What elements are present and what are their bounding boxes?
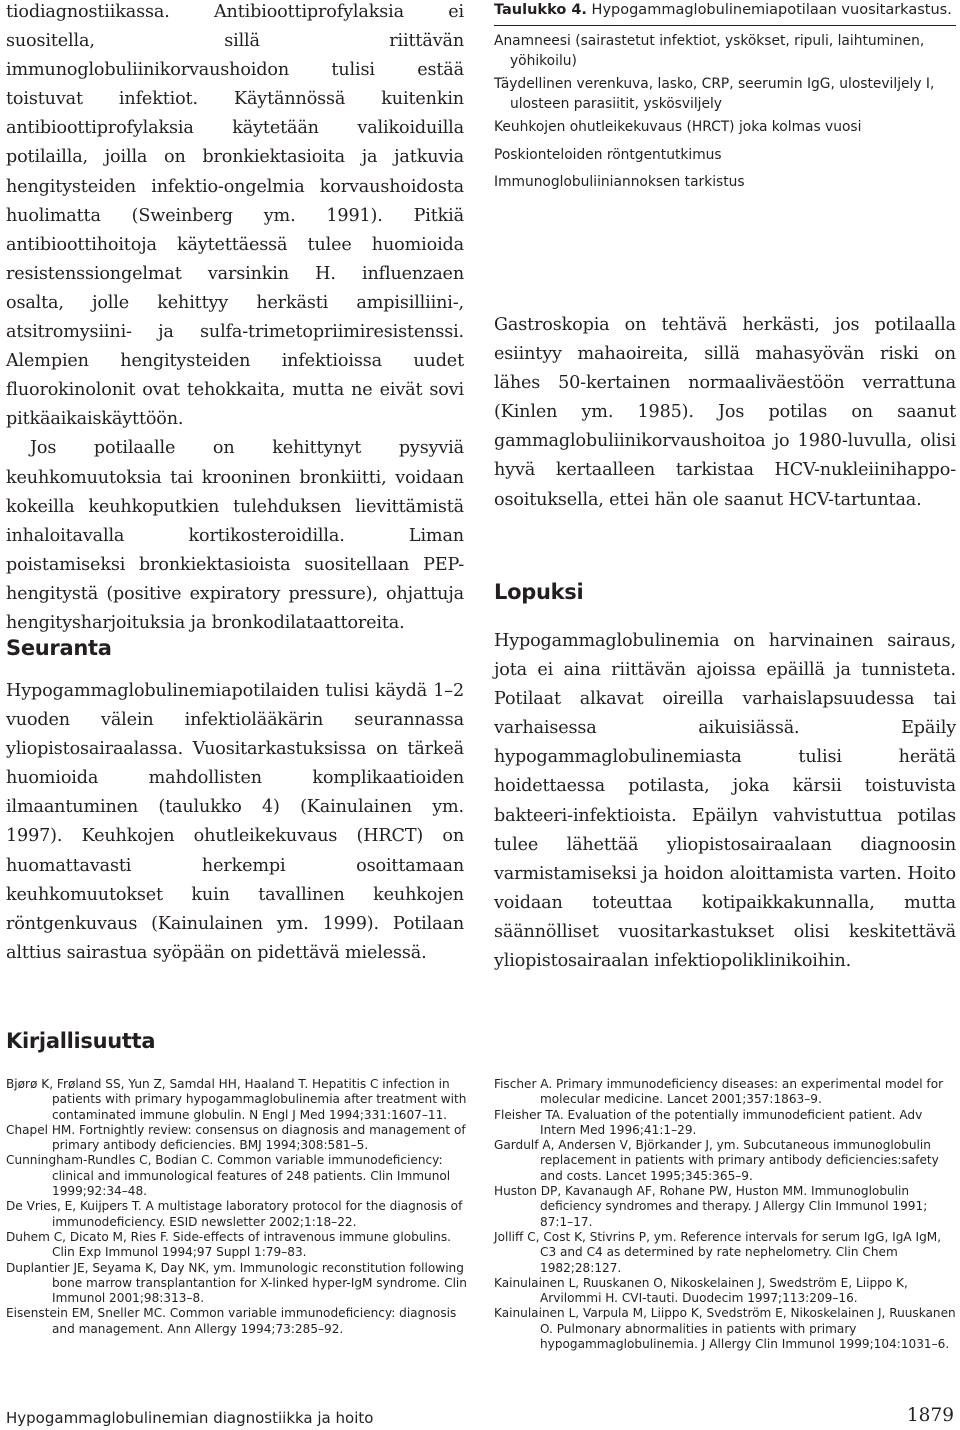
table-row: Keuhkojen ohutleikekuvaus (HRCT) joka kolmas vuosi: [494, 119, 862, 135]
table-label: Taulukko 4.: [494, 2, 587, 18]
references-left-column: [6, 1077, 468, 1337]
right-column-text: [494, 311, 956, 515]
table-row: Anamneesi (sairastetut infektiot, yskökset, ripuli, laihtuminen, yöhikoilu): [494, 33, 925, 69]
references-right-column: [494, 1077, 956, 1352]
reference-item: Eisenstein EM, Sneller MC. Common variable immunodeficiency: diagnosis and management. Ann Allergy 1994;73:285–92.: [6, 1306, 457, 1336]
table-title: Hypogammaglobulinemiapotilaan vuositarkastus.: [591, 2, 952, 18]
reference-item: Cunningham-Rundles C, Bodian C. Common variable immunodeficiency: clinical and immunological features of 248 patients. Clin Immunol 1999;92:34–48.: [6, 1153, 451, 1199]
left-column: [6, 0, 464, 638]
table-caption: [494, 2, 956, 18]
reference-item: Huston DP, Kavanaugh AF, Rohane PW, Huston MM. Immunoglobulin deficiency syndromes and therapy. J Allergy Clin Immunol 1991; 87:1–17.: [494, 1184, 928, 1229]
page-number: 1879: [906, 1405, 954, 1426]
reference-item: De Vries, E, Kuijpers T. A multistage laboratory protocol for the diagnosis of immunodeficiency. ESID newsletter 2002;1:18–22.: [6, 1199, 463, 1229]
reference-item: Duplantier JE, Seyama K, Day NK, ym. Immunologic reconstitution following bone marrow transplantantion for X-linked hyper-IgM syndrome. Clin Immunol 2001;98:313–8.: [6, 1260, 467, 1306]
table-rule: [494, 25, 956, 26]
reference-item: Gardulf A, Andersen V, Björkander J, ym. Subcutaneous immunoglobulin replacement in patients with primary antibody deficiencies:safety and costs. Lancet 1995;345:365–9.: [494, 1138, 939, 1183]
reference-item: Kainulainen L, Ruuskanen O, Nikoskelainen J, Swedström E, Liippo K, Arvilommi H. CVI-tauti. Duodecim 1997;113:209–16.: [494, 1275, 908, 1306]
table-row: Immunoglobuliiniannoksen tarkistus: [494, 174, 745, 190]
references-heading: Kirjallisuutta: [6, 1029, 156, 1053]
reference-item: Fleisher TA. Evaluation of the potentially immunodeficient patient. Adv Intern Med 1996;41:1–29.: [494, 1107, 923, 1137]
table-row: Täydellinen verenkuva, lasko, CRP, seerumin IgG, ulosteviljely I, ulosteen parasiitit, yskösviljely: [494, 76, 935, 112]
body-paragraph: Hypogammaglobulinemiapotilaiden tulisi käydä 1–2 vuoden välein infektiolääkärin seurannassa yliopistosairaalassa. Vuositarkastuksissa on tärkeä huomioida mahdollisten komplikaatioiden ilmaantuminen (taulukko 4) (Kainulainen ym. 1997). Keuhkojen ohutleikekuvaus (HRCT) on huomattavasti herkempi osoittamaan keuhkomuutokset kuin tavallinen keuhkojen röntgenkuvaus (Kainulainen ym. 1999). Potilaan alttius sairastua syöpään on pidettävä mielessä.: [6, 681, 464, 963]
reference-item: Kainulainen L, Varpula M, Liippo K, Svedström E, Nikoskelainen J, Ruuskanen O. Pulmonary abnormalities in patients with primary hypogammaglobulinemia. J Allergy Clin Immunol 1999;104:1031–6.: [494, 1306, 956, 1352]
reference-item: Chapel HM. Fortnightly review: consensus on diagnosis and management of primary antibody deficiencies. BMJ 1994;308:581–5.: [6, 1122, 466, 1153]
section-heading-lopuksi: Lopuksi: [494, 580, 584, 604]
reference-item: Duhem C, Dicato M, Ries F. Side-effects of intravenous immune globulins. Clin Exp Immunol 1994;97 Suppl 1:79–83.: [6, 1229, 451, 1260]
body-paragraph: Jos potilaalle on kehittynyt pysyviä keuhkomuutoksia tai krooninen bronkiitti, voidaan kokeilla keuhkoputkien tulehduksen lievittämistä inhaloitavalla kortikosteroidilla. Liman poistamiseksi bronkiektasioista suositellaan PEP-hengitystä (positive expiratory pressure), ohjattuja hengitysharjoituksia ja bronkodilataattoreita.: [6, 438, 464, 633]
body-paragraph: Gastroskopia on tehtävä herkästi, jos potilaalla esiintyy mahaoireita, sillä mahasyövän riski on lähes 50-kertainen normaaliväestöön verrattuna (Kinlen ym. 1985). Jos potilas on saanut gammaglobuliinikorvaushoitoa jo 1980-luvulla, olisi hyvä kertaalleen tarkistaa HCV-nukleiinihappo-osoituksella, ettei hän ole saanut HCV-tartuntaa.: [494, 315, 956, 510]
lopuksi-section: [494, 627, 956, 976]
running-footer-title: Hypogammaglobulinemian diagnostiikka ja hoito: [6, 1409, 374, 1427]
table-row: Poskionteloiden röntgentutkimus: [494, 146, 722, 163]
reference-item: Jolliff C, Cost K, Stivrins P, ym. Reference intervals for serum IgG, IgA IgM, C3 and C4 as determined by rate nephelometry. Clin Chem 1982;28:127.: [494, 1229, 942, 1275]
reference-item: Fischer A. Primary immunodeficiency diseases: an experimental model for molecular medicine. Lancet 2001;357:1863–9.: [494, 1077, 944, 1107]
table-rows: [494, 32, 956, 193]
seuranta-section: [6, 677, 464, 968]
reference-item: Bjørø K, Frøland SS, Yun Z, Samdal HH, Haaland T. Hepatitis C infection in patients with primary hypogammaglobulinemia after treatment with contaminated immune globulin. N Engl J Med 1994;331:1607–11.: [6, 1077, 467, 1122]
body-paragraph: tiodiagnostiikassa. Antibioottiprofylaksia ei suositella, sillä riittävän immunoglobuliinikorvaushoidon tulisi estää toistuvat infektiot. Käytännössä kuitenkin antibioottiprofylaksia käytetään valikoiduilla potilailla, joilla on bronkiektasioita ja jatkuvia hengitysteiden infektio-ongelmia korvaushoidosta huolimatta (Sweinberg ym. 1991). Pitkiä antibioottihoitoja käytettäessä tulee huomioida resistenssiongelmat varsinkin H. influenzaen osalta, jolle kehittyy herkästi ampisilliini-, atsitromysiini- ja sulfa-trimetopriimiresistenssi. Alempien hengitysteiden infektioissa uudet fluorokinolonit ovat tehokkaita, mutta ne eivät sovi pitkäaikaiskäyttöön.: [6, 2, 464, 430]
table-4: [494, 2, 956, 193]
body-paragraph: Hypogammaglobulinemia on harvinainen sairaus, jota ei aina riittävän ajoissa epäillä ja tunnisteta. Potilaat alkavat oireilla varhaislapsuudessa tai varhaisessa aikuisiässä. Epäily hypogammaglobulinemiasta tulisi herätä hoidettaessa potilasta, joka kärsii toistuvista bakteeri-infektioista. Epäilyn vahvistuttua potilas tulee lähettää yliopistosairaalaan diagnoosin varmistamiseksi ja hoidon aloittamista varten. Hoito voidaan toteuttaa kotipaikkakunnalla, mutta säännölliset vuositarkastukset olisi keskitettävä yliopistosairaalan infektiopoliklinikoihin.: [494, 631, 956, 972]
section-heading-seuranta: Seuranta: [6, 636, 112, 660]
